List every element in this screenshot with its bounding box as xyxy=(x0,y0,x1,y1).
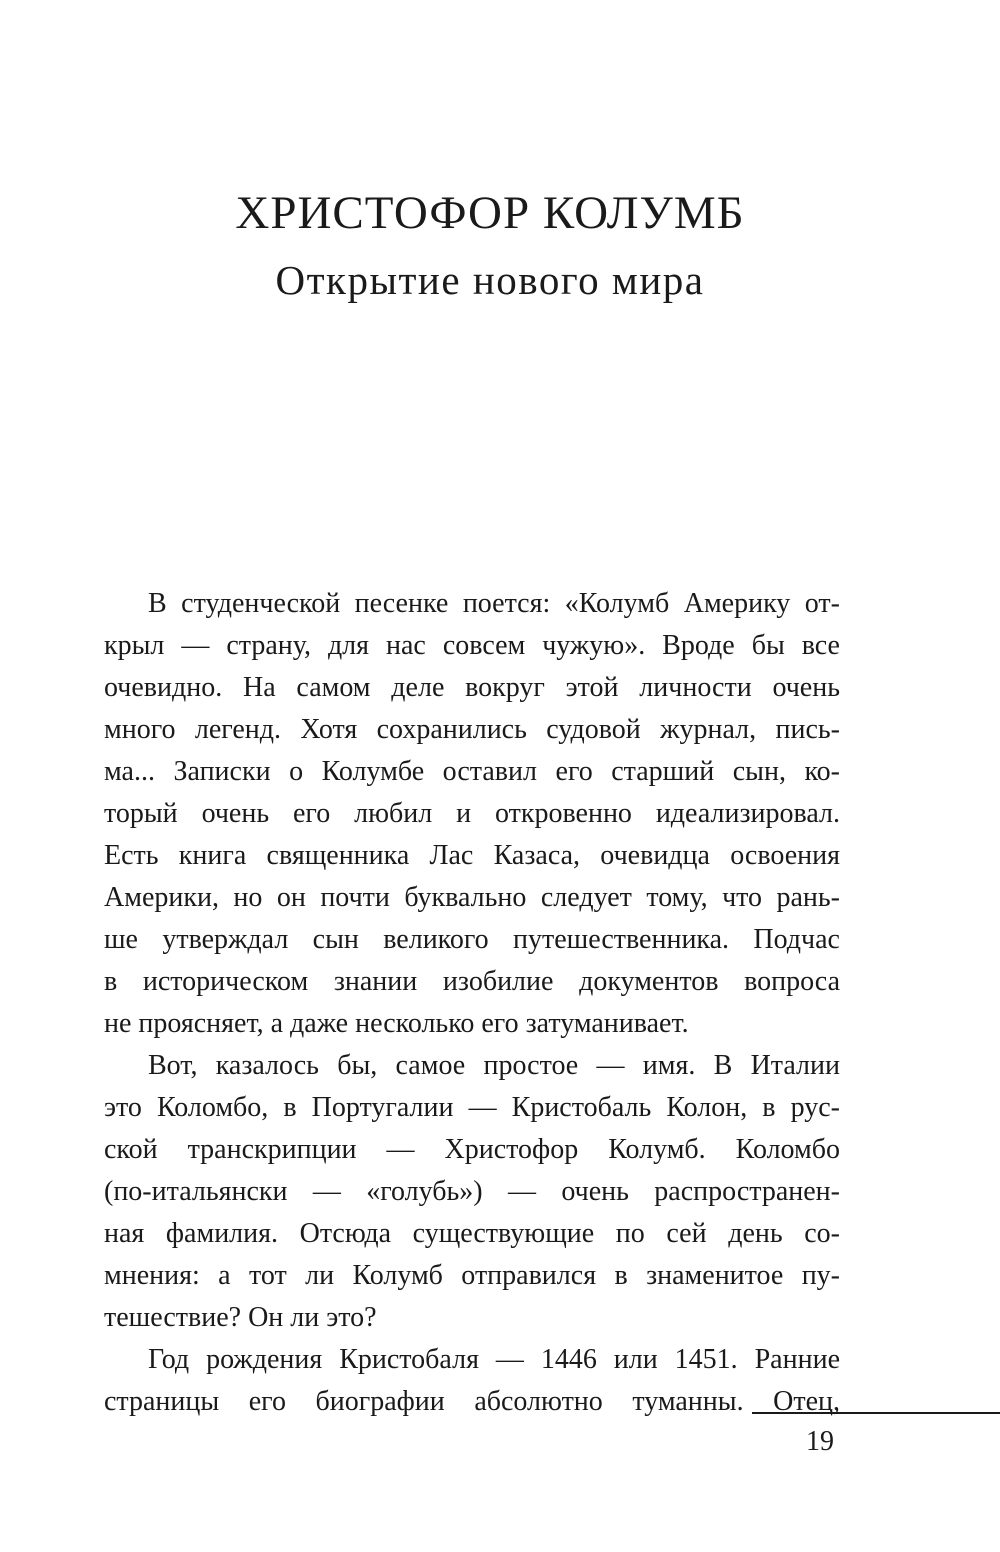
text-line: страницы его биографии абсолютно туманны. Отец, xyxy=(104,1386,840,1417)
text-line: Америки, но он почти буквально следует тому, что рань- xyxy=(104,882,840,913)
text-line: ная фамилия. Отсюда существующие по сей день со- xyxy=(104,1218,840,1249)
footer-rule xyxy=(752,1412,1000,1414)
text-line: в историческом знании изобилие документов вопроса xyxy=(104,966,840,997)
text-line: Вот, казалось бы, самое простое — имя. В Италии xyxy=(148,1050,840,1081)
text-line: крыл — страну, для нас совсем чужую». Вроде бы все xyxy=(104,630,840,661)
text-line: мнения: а тот ли Колумб отправился в знаменитое пу- xyxy=(104,1260,840,1291)
text-line: тешествие? Он ли это? xyxy=(104,1302,377,1333)
text-line: много легенд. Хотя сохранились судовой журнал, пись- xyxy=(104,714,840,745)
text-line: торый очень его любил и откровенно идеализировал. xyxy=(104,798,840,829)
text-line: Год рождения Кристобаля — 1446 или 1451. Ранние xyxy=(148,1344,840,1375)
text-line: ше утверждал сын великого путешественника. Подчас xyxy=(104,924,840,955)
text-line: не проясняет, а даже несколько его затуманивает. xyxy=(104,1008,689,1039)
text-line: это Коломбо, в Португалии — Кристобаль Колон, в рус- xyxy=(104,1092,840,1123)
text-line: ской транскрипции — Христофор Колумб. Коломбо xyxy=(104,1134,840,1165)
text-line: очевидно. На самом деле вокруг этой личности очень xyxy=(104,672,840,703)
chapter-subtitle: Открытие нового мира xyxy=(275,257,705,303)
text-line: ма... Записки о Колумбе оставил его старший сын, ко- xyxy=(104,756,840,787)
text-line: В студенческой песенке поется: «Колумб Америку от- xyxy=(148,588,840,619)
text-line: (по-итальянски — «голубь») — очень распространен- xyxy=(104,1176,840,1207)
page-number: 19 xyxy=(806,1426,834,1457)
chapter-title: ХРИСТОФОР КОЛУМБ xyxy=(235,187,745,239)
body-text xyxy=(104,583,840,1423)
text-line: Есть книга священника Лас Казаса, очевидца освоения xyxy=(104,840,840,871)
